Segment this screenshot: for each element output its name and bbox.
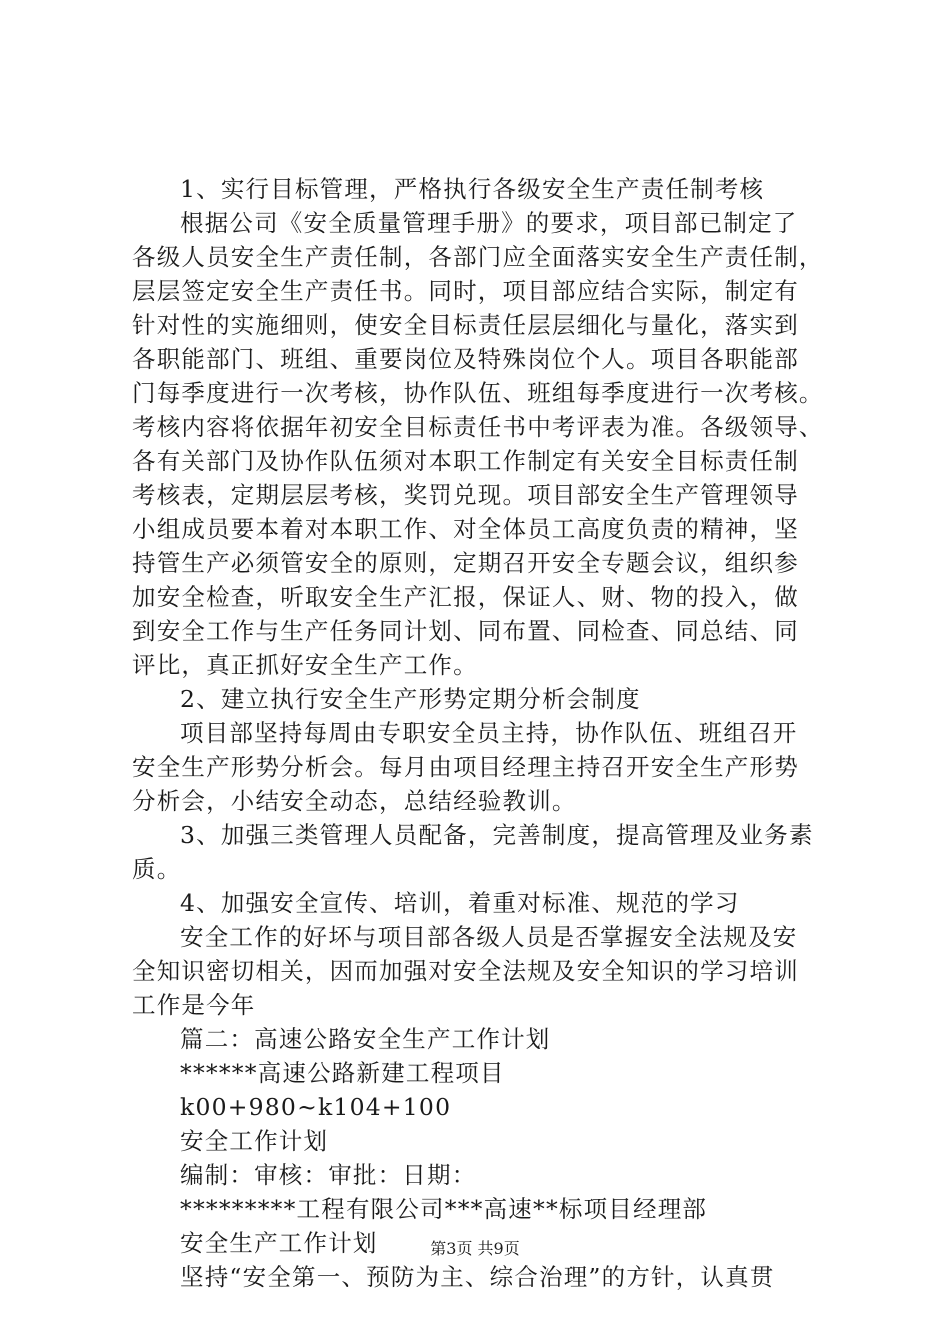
text-line: 考核表，定期层层考核，奖罚兑现。项目部安全生产管理领导 (132, 481, 799, 509)
text-line: 各职能部门、班组、重要岗位及特殊岗位个人。项目各职能部 (132, 345, 799, 373)
text-line: 安全工作的好坏与项目部各级人员是否掌握安全法规及安 (180, 923, 798, 951)
text-line: 编制：审核：审批：日期： (180, 1161, 477, 1189)
text-line: 分析会，小结安全动态，总结经验教训。 (132, 787, 577, 815)
text-line: k00+980~k104+100 (180, 1093, 452, 1121)
text-line: 4、加强安全宣传、培训，着重对标准、规范的学习 (180, 889, 740, 917)
text-line: 项目部坚持每周由专职安全员主持，协作队伍、班组召开 (180, 719, 798, 747)
text-line: 层层签定安全生产责任书。同时，项目部应结合实际，制定有 (132, 277, 799, 305)
text-line: 考核内容将依据年初安全目标责任书中考评表为准。各级领导、 (132, 413, 824, 441)
text-line: 2、建立执行安全生产形势定期分析会制度 (180, 685, 641, 713)
text-line: 评比，真正抓好安全生产工作。 (132, 651, 478, 679)
text-line: 3、加强三类管理人员配备，完善制度，提高管理及业务素 (180, 821, 814, 849)
text-line: 各级人员安全生产责任制，各部门应全面落实安全生产责任制， (132, 243, 824, 271)
text-line: 安全生产形势分析会。每月由项目经理主持召开安全生产形势 (132, 753, 799, 781)
text-line: 门每季度进行一次考核，协作队伍、班组每季度进行一次考核。 (132, 379, 824, 407)
text-line: 各有关部门及协作队伍须对本职工作制定有关安全目标责任制 (132, 447, 799, 475)
text-line: 1、实行目标管理，严格执行各级安全生产责任制考核 (180, 175, 765, 203)
page-number-footer: 第3页 共9页 (430, 1239, 520, 1258)
text-line: 全知识密切相关，因而加强对安全法规及安全知识的学习培训 (132, 957, 799, 985)
text-line: 到安全工作与生产任务同计划、同布置、同检查、同总结、同 (132, 617, 799, 645)
text-line: 坚持“安全第一、预防为主、综合治理”的方针，认真贯 (180, 1263, 775, 1291)
text-line: *********工程有限公司***高速**标项目经理部 (180, 1195, 708, 1223)
text-line: 小组成员要本着对本职工作、对全体员工高度负责的精神，坚 (132, 515, 799, 543)
text-line: 持管生产必须管安全的原则，定期召开安全专题会议，组织参 (132, 549, 799, 577)
text-line: 针对性的实施细则，使安全目标责任层层细化与量化，落实到 (132, 311, 799, 339)
text-line: 根据公司《安全质量管理手册》的要求，项目部已制定了 (180, 209, 798, 237)
text-line: 安全生产工作计划 (180, 1229, 378, 1257)
text-line: 质。 (132, 855, 182, 883)
text-line: 加安全检查，听取安全生产汇报，保证人、财、物的投入，做 (132, 583, 799, 611)
text-line: 工作是今年 (132, 991, 256, 1019)
text-line: ******高速公路新建工程项目 (180, 1059, 505, 1087)
document-body (132, 172, 832, 1294)
text-line: 安全工作计划 (180, 1127, 329, 1155)
text-line: 篇二：高速公路安全生产工作计划 (180, 1025, 551, 1053)
